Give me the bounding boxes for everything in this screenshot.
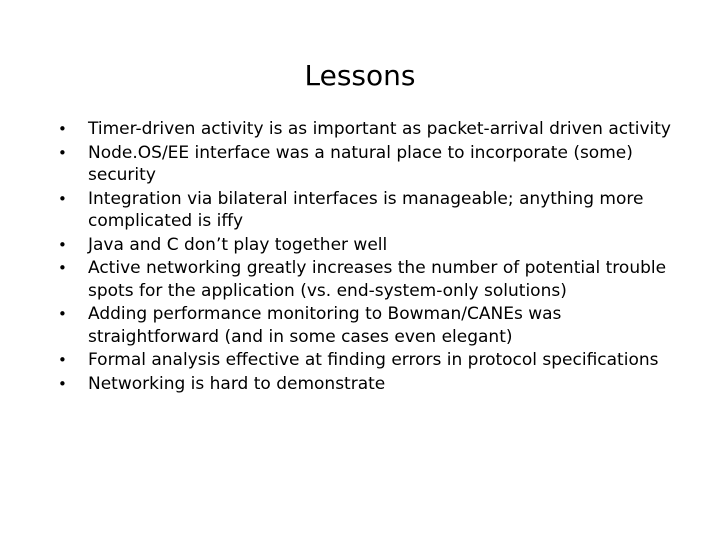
- bullet-icon: •: [58, 189, 67, 208]
- list-item: [58, 142, 678, 187]
- bullet-icon: •: [58, 351, 67, 369]
- bullet-text: Java and C don’t play together well: [88, 234, 388, 255]
- bullet-icon: •: [58, 259, 67, 277]
- bullet-text: Integration via bilateral interfaces is manageable; anything more complicated is iffy: [88, 188, 644, 231]
- bullet-text: Node.OS/EE interface was a natural place to incorporate (some) security: [88, 142, 633, 185]
- list-item: [58, 349, 678, 372]
- list-item: [58, 188, 678, 233]
- bullet-text: Formal analysis effective at finding errors in protocol specifications: [88, 350, 659, 370]
- slide-title: Lessons: [304, 59, 416, 92]
- bullet-icon: •: [58, 143, 67, 162]
- bullet-icon: •: [58, 235, 67, 254]
- bullet-list: [58, 118, 678, 396]
- list-item: [58, 373, 678, 396]
- list-item: [58, 118, 678, 141]
- bullet-text: Networking is hard to demonstrate: [88, 373, 386, 394]
- bullet-text: Active networking greatly increases the number of potential trouble spots for the application (vs. end-system-only solutions): [88, 258, 667, 301]
- bullet-icon: •: [58, 120, 67, 138]
- bullet-icon: •: [58, 305, 67, 323]
- list-item: [58, 303, 678, 348]
- bullet-icon: •: [58, 374, 67, 393]
- list-item: [58, 257, 678, 302]
- bullet-text: Timer-driven activity is as important as packet-arrival driven activity: [88, 119, 671, 139]
- bullet-text: Adding performance monitoring to Bowman/CANEs was straightforward (and in some cases even elegant): [88, 304, 562, 347]
- list-item: [58, 234, 678, 257]
